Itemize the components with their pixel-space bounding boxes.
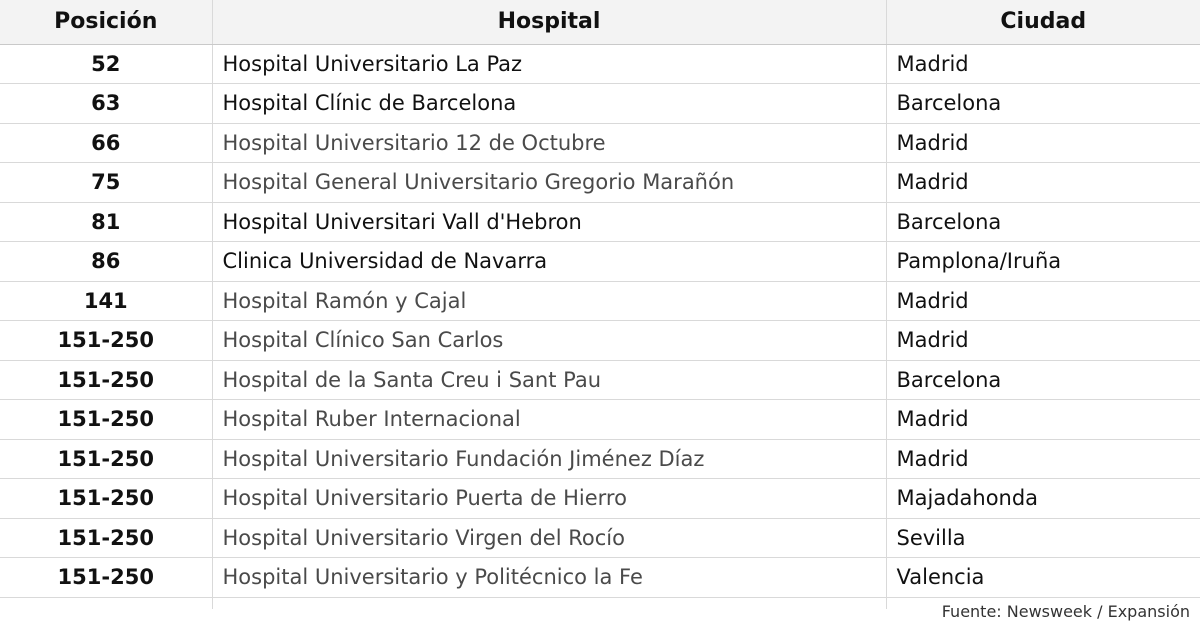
column-header-posicion: Posición	[0, 0, 212, 44]
cell-ciudad: Sevilla	[886, 518, 1200, 558]
cell-hospital: Hospital de la Santa Creu i Sant Pau	[212, 360, 886, 400]
cell-hospital: Hospital Universitario Virgen del Rocío	[212, 518, 886, 558]
cell-hospital: Hospital Universitario 12 de Octubre	[212, 123, 886, 163]
cell-hospital: Hospital Universitario y Politécnico la Fe	[212, 558, 886, 598]
cell-ciudad: Madrid	[886, 321, 1200, 361]
column-header-hospital: Hospital	[212, 0, 886, 44]
cell-ciudad: Madrid	[886, 44, 1200, 84]
cell-posicion: 86	[0, 242, 212, 282]
table-row	[0, 123, 1200, 163]
table-body	[0, 44, 1200, 609]
cell-hospital: Hospital Universitario La Paz	[212, 44, 886, 84]
cell-posicion: 151-250	[0, 479, 212, 519]
cell-ciudad: Barcelona	[886, 84, 1200, 124]
cell-posicion: 151-250	[0, 439, 212, 479]
source-note: Fuente: Newsweek / Expansión	[941, 602, 1190, 621]
table-row	[0, 242, 1200, 282]
table-header	[0, 0, 1200, 44]
table-row	[0, 479, 1200, 519]
table-row	[0, 558, 1200, 598]
cell-posicion: 151-250	[0, 400, 212, 440]
cell-hospital: Hospital Clínic de Barcelona	[212, 84, 886, 124]
cell-ciudad: Madrid	[886, 163, 1200, 203]
cell-posicion: 151-250	[0, 558, 212, 598]
cell-ciudad: Majadahonda	[886, 479, 1200, 519]
cell-hospital: Hospital Clínico San Carlos	[212, 321, 886, 361]
cell-hospital: Hospital Universitario Puerta de Hierro	[212, 479, 886, 519]
cell-hospital: Clinica Universidad de Navarra	[212, 242, 886, 282]
cell-ciudad: Barcelona	[886, 202, 1200, 242]
table-row	[0, 281, 1200, 321]
table-row	[0, 163, 1200, 203]
cell-posicion: 75	[0, 163, 212, 203]
cell-posicion: 66	[0, 123, 212, 163]
cell-ciudad: Madrid	[886, 439, 1200, 479]
column-header-ciudad: Ciudad	[886, 0, 1200, 44]
cell-posicion: 81	[0, 202, 212, 242]
cell-ciudad: Barcelona	[886, 360, 1200, 400]
cell-posicion: 151-250	[0, 518, 212, 558]
cell-ciudad: Valencia	[886, 558, 1200, 598]
cell-hospital: Hospital Universitari Vall d'Hebron	[212, 202, 886, 242]
table-row	[0, 321, 1200, 361]
cell-ciudad: Madrid	[886, 123, 1200, 163]
table-row	[0, 400, 1200, 440]
table-row	[0, 518, 1200, 558]
table-row	[0, 84, 1200, 124]
cell-posicion: 52	[0, 44, 212, 84]
cell-hospital: Hospital Ramón y Cajal	[212, 281, 886, 321]
table-row	[0, 439, 1200, 479]
cell-hospital: Hospital Universitario Fundación Jiménez Díaz	[212, 439, 886, 479]
cell-ciudad: Madrid	[886, 400, 1200, 440]
cell-posicion: 63	[0, 84, 212, 124]
cell-ciudad: Pamplona/Iruña	[886, 242, 1200, 282]
cell-hospital: Hospital General Universitario Gregorio Marañón	[212, 163, 886, 203]
cell-posicion: 151-250	[0, 321, 212, 361]
cell-posicion: 151-250	[0, 360, 212, 400]
cell-posicion: 141	[0, 281, 212, 321]
table-row	[0, 44, 1200, 84]
table-row	[0, 360, 1200, 400]
table-header-row	[0, 0, 1200, 44]
cell-hospital: Hospital Ruber Internacional	[212, 400, 886, 440]
cell-empty	[0, 597, 212, 609]
cell-empty	[212, 597, 886, 609]
cell-ciudad: Madrid	[886, 281, 1200, 321]
table-row	[0, 202, 1200, 242]
